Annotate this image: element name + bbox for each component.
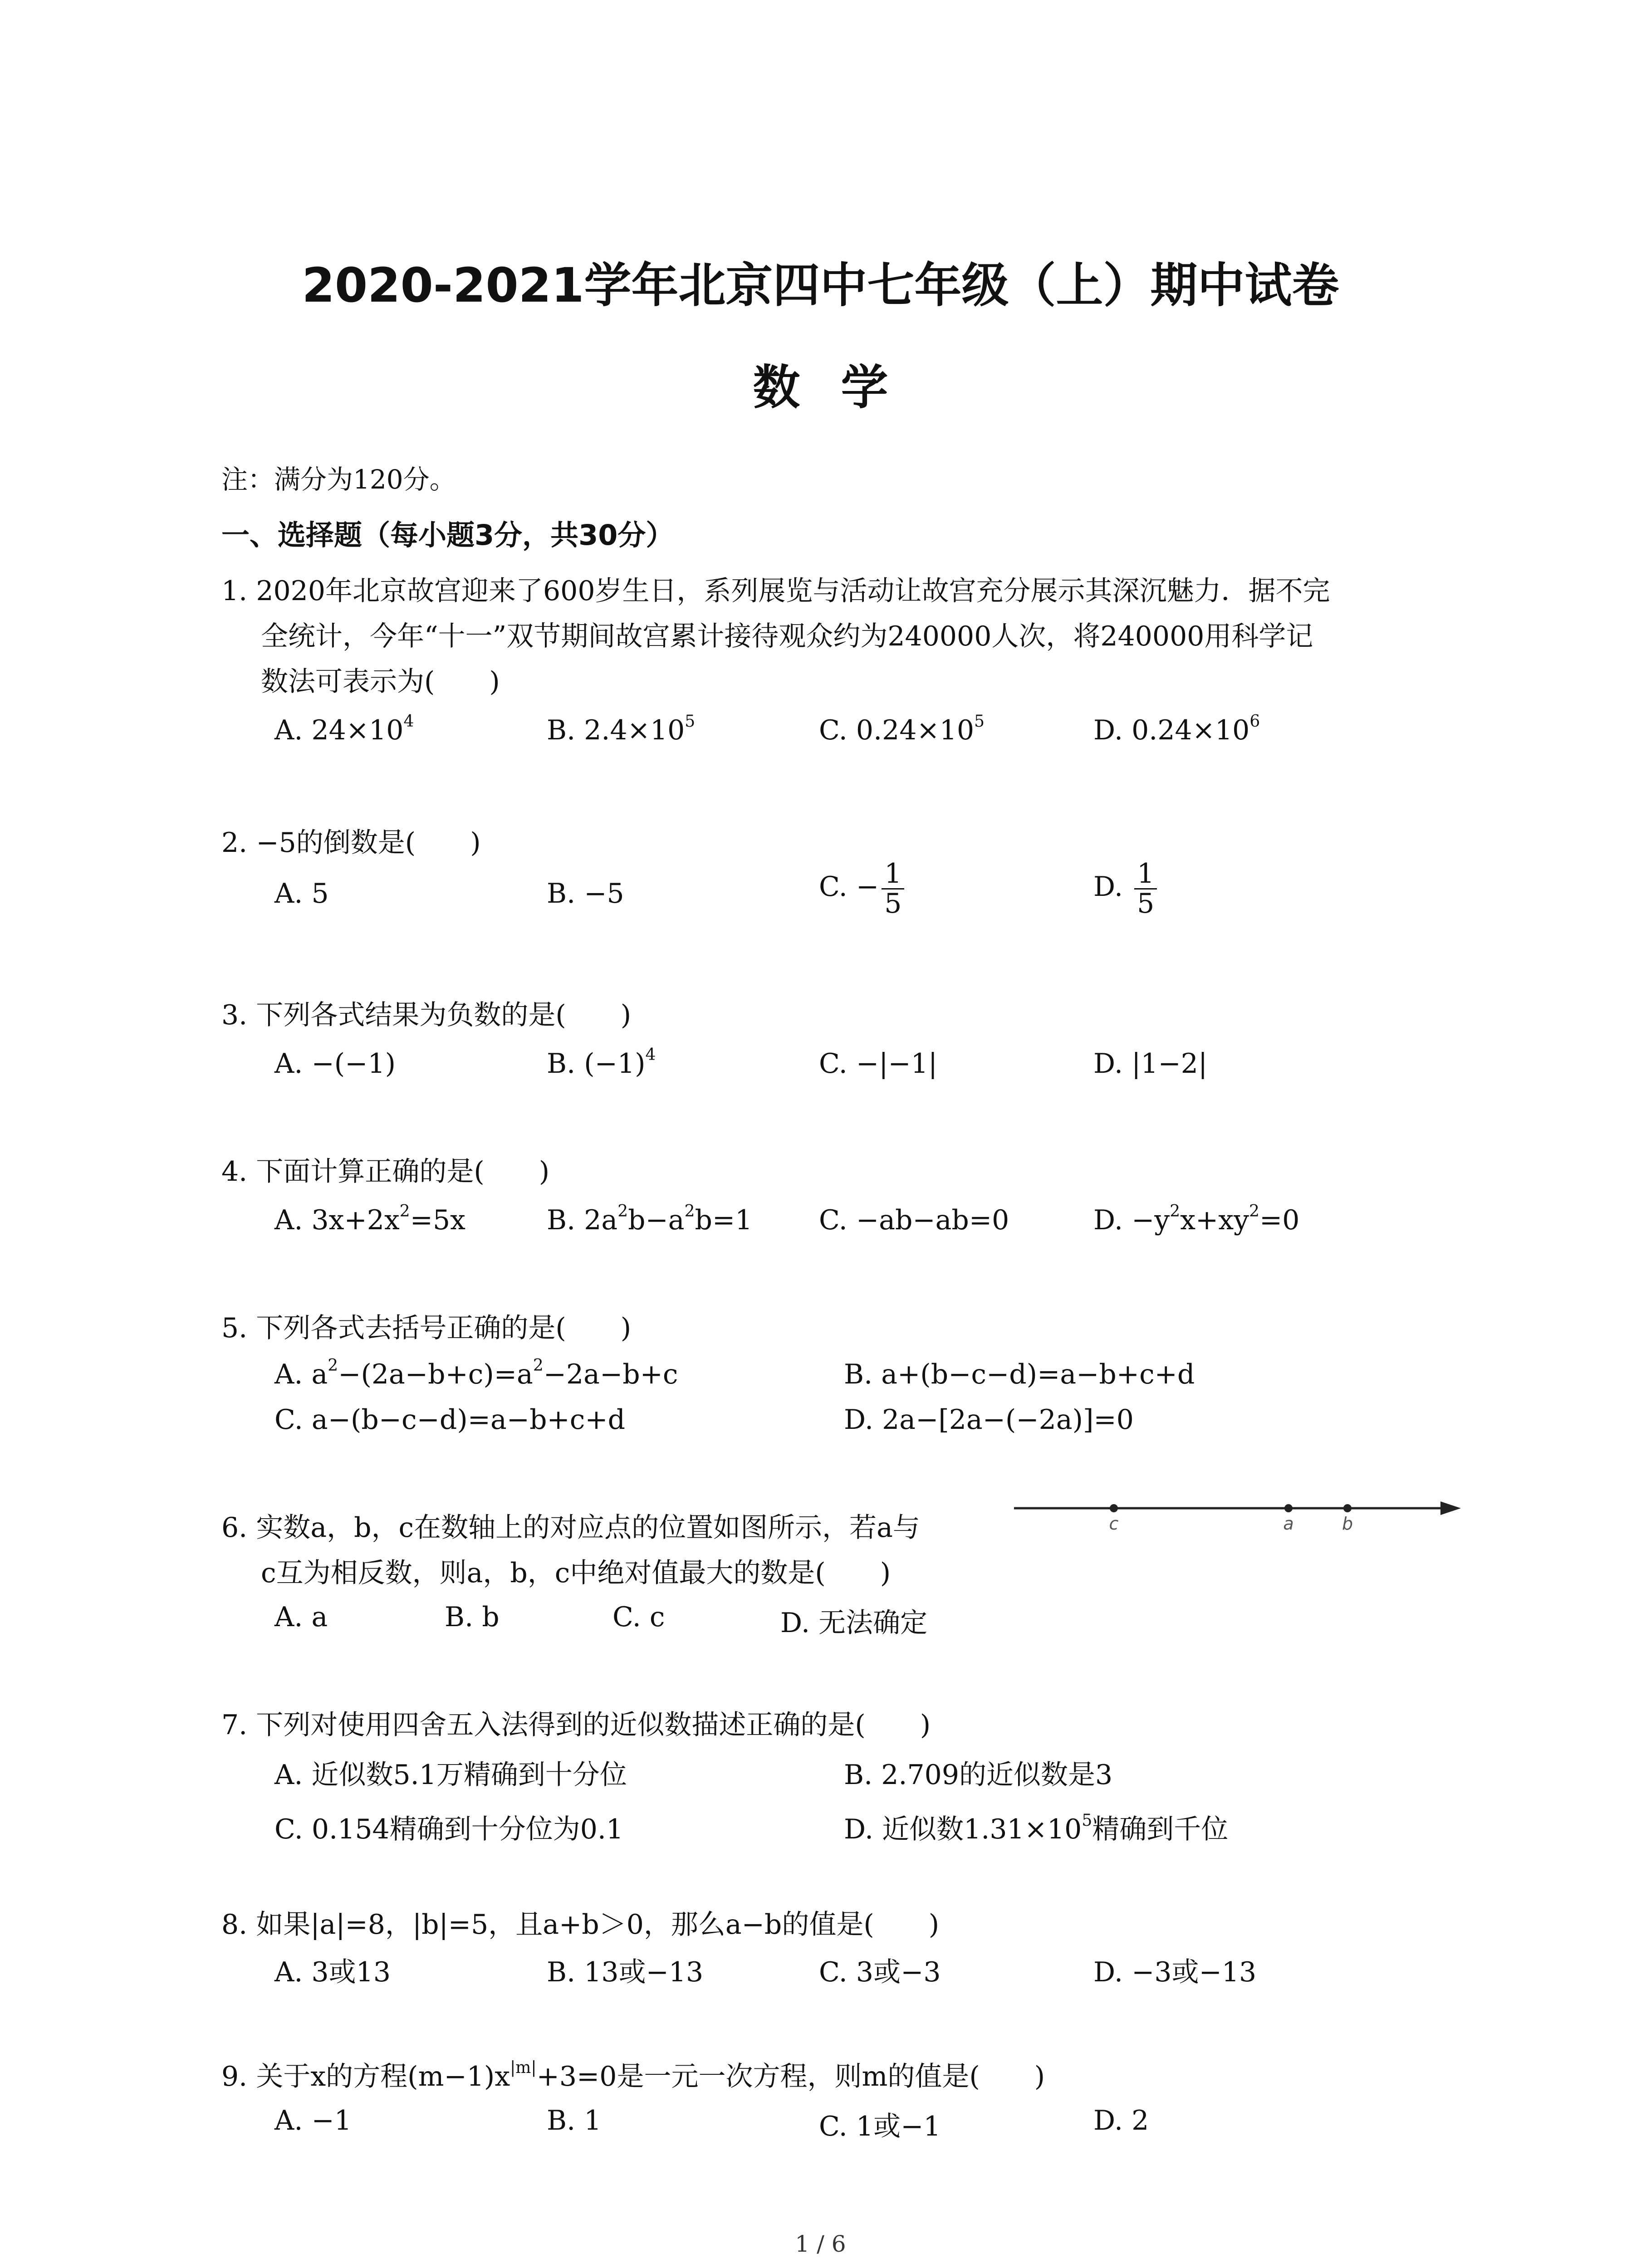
q1-stem-line1: 1. 2020年北京故宫迎来了600岁生日，系列展览与活动让故宫充分展示其深沉魅力．据不完: [221, 575, 1330, 607]
q3-option-b: B. $(-1)^4$: [547, 1046, 656, 1080]
q6-option-d: D. 无法确定: [780, 1607, 928, 1639]
q4-option-d: D. $-y^2x+xy^2=0$: [1093, 1202, 1300, 1236]
q7-option-a: A. 近似数5.1万精确到十分位: [274, 1759, 627, 1791]
q3-option-c: C. −|−1|: [819, 1048, 938, 1080]
q2-option-b: B. −5: [547, 878, 624, 909]
q8-stem: 8. 如果|a|=8，|b|=5，且a+b＞0，那么a−b的值是( ): [221, 1909, 940, 1941]
q3-stem: 3. 下列各式结果为负数的是( ): [221, 999, 632, 1031]
q7-option-b: B. 2.709的近似数是3: [844, 1759, 1113, 1791]
q5-stem: 5. 下列各式去括号正确的是( ): [221, 1312, 632, 1344]
q2-option-d: D. $\frac{1}{5}$: [1093, 860, 1157, 918]
q9-stem: 9. 关于x的方程$(m-1)x^{|m|}+3=0$是一元一次方程，则m的值是( ): [221, 2058, 1045, 2092]
label-a: a: [1283, 1514, 1294, 1534]
q1-stem-line3: 数法可表示为( ): [261, 666, 500, 698]
label-b: b: [1342, 1514, 1353, 1534]
q6-stem-line2: c互为相反数，则a，b，c中绝对值最大的数是( ): [261, 1557, 891, 1589]
subject-heading: 数学: [753, 360, 929, 415]
q5-option-b: B. a+(b−c−d)=a−b+c+d: [844, 1359, 1195, 1390]
q1-option-a: A. $24\times 10^4$: [274, 712, 414, 746]
q5-option-d: D. 2a−[2a−(−2a)]=0: [844, 1404, 1134, 1436]
label-c: c: [1109, 1514, 1119, 1534]
q5-option-a: A. $a^2-(2a-b+c)=a^2-2a-b+c$: [274, 1356, 678, 1390]
q1-option-b: B. $2.4\times 10^5$: [547, 712, 696, 746]
q4-option-a: A. $3x+2x^2=5x$: [274, 1202, 465, 1236]
point-b: [1343, 1504, 1352, 1512]
q4-stem: 4. 下面计算正确的是( ): [221, 1156, 550, 1188]
q3-option-d: D. |1−2|: [1093, 1048, 1208, 1080]
q8-option-c: C. 3或−3: [819, 1956, 941, 1988]
q6-stem-line1: 6. 实数a，b，c在数轴上的对应点的位置如图所示，若a与: [221, 1512, 920, 1544]
q3-option-a: A. −(−1): [274, 1048, 396, 1080]
q1-option-d: D. $0.24\times 10^6$: [1093, 712, 1260, 746]
point-c: [1110, 1504, 1118, 1512]
q9-option-d: D. 2: [1093, 2105, 1149, 2136]
page-title: 2020-2021学年北京四中七年级（上）期中试卷: [302, 258, 1339, 313]
q8-option-b: B. 13或−13: [547, 1956, 704, 1988]
q2-option-a: A. 5: [274, 878, 329, 909]
q7-option-d: D. 近似数$1.31\times 10^5$精确到千位: [844, 1811, 1229, 1845]
q6-option-a: A. a: [274, 1601, 328, 1633]
q9-option-c: C. 1或−1: [819, 2111, 941, 2142]
q7-stem: 7. 下列对使用四舍五入法得到的近似数描述正确的是( ): [221, 1709, 931, 1741]
q1-option-c: C. $0.24\times 10^5$: [819, 712, 985, 746]
q8-option-a: A. 3或13: [274, 1956, 391, 1988]
number-line-figure: [1012, 1488, 1465, 1538]
q8-option-d: D. −3或−13: [1093, 1956, 1257, 1988]
score-note: 注：满分为120分。: [221, 464, 456, 495]
q2-option-c: C. − $\frac{1}{5}$: [819, 860, 904, 918]
q9-option-b: B. 1: [547, 2105, 602, 2136]
page-number: 1 / 6: [795, 2231, 846, 2257]
q4-option-b: B. $2a^2b-a^2b=1$: [547, 1202, 753, 1236]
q1-stem-line2: 全统计，今年“十一”双节期间故宫累计接待观众约为240000人次，将240000用科学记: [261, 621, 1313, 652]
point-a: [1284, 1504, 1293, 1512]
q4-option-c: C. −ab−ab=0: [819, 1204, 1009, 1236]
q6-option-c: C. c: [612, 1601, 665, 1633]
q6-option-b: B. b: [445, 1601, 500, 1633]
section-heading: 一、选择题（每小题3分，共30分）: [221, 518, 674, 552]
q9-option-a: A. −1: [274, 2105, 352, 2136]
number-line-arrow: [1440, 1501, 1461, 1515]
q7-option-c: C. 0.154精确到十分位为0.1: [274, 1813, 624, 1845]
q2-stem: 2. −5的倒数是( ): [221, 827, 481, 859]
q5-option-c: C. a−(b−c−d)=a−b+c+d: [274, 1404, 626, 1436]
